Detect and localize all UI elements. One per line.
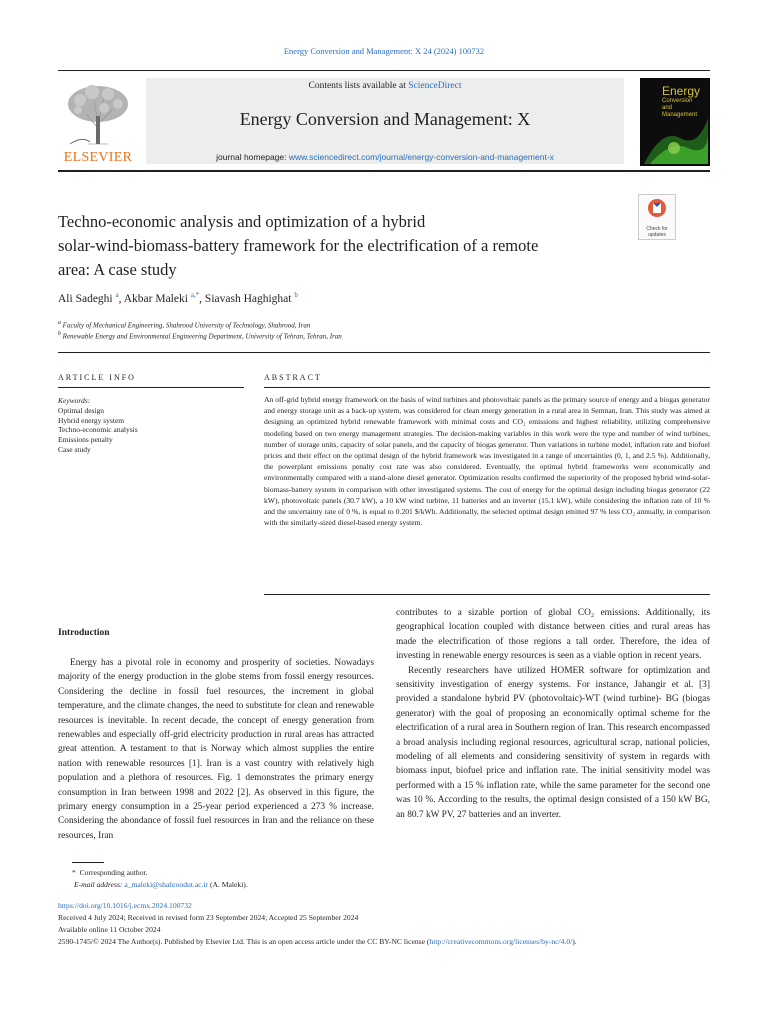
intro-right-column: [396, 606, 710, 822]
cover-line-management: Management: [662, 112, 698, 118]
doi-link[interactable]: https://doi.org/10.1016/j.ecmx.2024.100732: [58, 901, 192, 910]
author-affil-mark[interactable]: a,*: [190, 291, 200, 299]
intro-left-column: [58, 656, 374, 843]
journal-homepage: [146, 152, 624, 162]
abstract-heading: ABSTRACT: [264, 373, 322, 382]
license-line: [58, 936, 710, 947]
keywords-list: [58, 396, 138, 455]
doi-line: [58, 900, 710, 911]
abstract-text: An off-grid hybrid energy framework on the basis of wind turbines and photovoltaic panels as the primary source of energy and a biogas generator and energy storage unit as a back-up system, was considered for clean energy generation in a rural area in Semnan, Iran. This study was aimed at designing an optimized hybrid renewable framework with minimal costs and CO₂ emissions and highest reliability, utilizing comprehensive modeling based on two energy management strategies. The decision-making variables in this work were the type and number of wind turbines, number of storage units, capacity of solar panels, and the capacity of biogas generator. Then variations in turbine model, inflation rate and biofuel prices and their effect on the optimal design of the hybrid framework was investigated in a range of uncertainties (0, 1, and 2.5 %). Additionally, the powerplant emissions penalty cost rate was also considered. Eventually, the optimal hybrid frameworks were economically and environmentally compared with a stand-alone diesel generator. Optimization results confirmed the superiority of the proposed hybrid wind-solar-biomass-battery system in comparison with other investigated systems. The cost of energy for the optimal design including biogas generator (22 kW), photovoltaic panels (30.7 kW), a 10 kW wind turbine, 11 batteries and an inverter (15.1 kW), while considering the inflation rate of 10 % and the uncertainty rate of 0 %, is equal to 0.201 $/kWh. Additionally, the selected optimal design emitted 97 % less CO₂ annually, in comparison with the similarly-sized diesel-based energy system.: [264, 395, 710, 528]
check-updates-icon: [639, 195, 675, 221]
cover-title: Energy: [662, 84, 701, 98]
journal-cover-image: [640, 78, 710, 166]
email-suffix: (A. Maleki).: [208, 880, 248, 889]
check-for-updates-badge[interactable]: [638, 194, 676, 240]
affiliation-text: Renewable Energy and Environmental Engineering Department, University of Tehran, Tehran, Iran: [62, 332, 342, 341]
keywords-label: Keywords:: [58, 396, 91, 405]
check-updates-text: [639, 226, 675, 238]
contents-prefix: Contents lists available at: [308, 81, 409, 91]
check-updates-line: updates: [648, 232, 666, 238]
affiliation-mark: b: [58, 331, 61, 337]
author-name[interactable]: Akbar Maleki: [123, 292, 188, 305]
keyword: Hybrid energy system: [58, 415, 125, 425]
intro-paragraph: Energy has a pivotal role in economy and prosperity of societies. Nowadays majority of the energy production in the globe stems from fossil energy resources. Considering the decline in fossil fuel resources, the increment in global temperature, and the climate changes, the need to substitute for clean and renewable resources is inevitable. In recent decade, the concept of energy generation from renewables and especially off-grid electricity production in rural areas has attracted great attention. A testament to that is Norway which almost supplies the entire nation with renewable resources [1]. Iran is a vast country with relatively high population and a plethora of resources. Fig. 1 demonstrates the primary energy consumption in Iran between 1998 and 2022 [2]. As observed in this figure, the primary energy consumption in a 25-year period experienced a 273 % increase. Considering the abondance of fossil fuel resources in Iran and the reliance on these resources, Iran: [58, 658, 374, 841]
received-line: Received 4 July 2024; Received in revised form 23 September 2024; Accepted 25 September 2024: [58, 913, 359, 922]
sciencedirect-link[interactable]: ScienceDirect: [408, 81, 462, 91]
affiliation: [58, 331, 342, 340]
title-line: Techno-economic analysis and optimization of a hybrid: [58, 212, 426, 231]
running-header[interactable]: Energy Conversion and Management: X 24 (2024) 100732: [283, 46, 485, 56]
title-line: solar-wind-biomass-battery framework for the electrification of a remote: [58, 236, 539, 255]
contents-line: [146, 81, 624, 91]
affiliation-text: Faculty of Mechanical Engineering, Shahrood University of Technology, Shahrood, Iran: [62, 321, 311, 330]
author-affil-mark[interactable]: b: [294, 291, 298, 299]
introduction-heading: Introduction: [58, 628, 110, 638]
intro-paragraph: contributes to a sizable portion of global CO₂ emissions. Additionally, its geographical location coupled with distance between cities and rural areas has made the electrification of those regions a tall order. Therefore, the idea of investing in renewable energy resources is seen as a viable option in recent years.: [396, 608, 710, 662]
footnote-rule: [72, 862, 104, 863]
email-note: [74, 880, 248, 889]
email-label: E-mail address:: [74, 880, 125, 889]
title-line: area: A case study: [58, 260, 177, 279]
keyword: Emissions penalty: [58, 435, 113, 445]
author-affil-mark[interactable]: a: [115, 291, 119, 299]
license-suffix: ).: [572, 937, 577, 946]
author-name[interactable]: Ali Sadeghi: [58, 292, 113, 305]
author-name[interactable]: Siavash Haghighat: [204, 292, 292, 305]
abstract-bottom-rule: [264, 594, 710, 595]
journal-title: Energy Conversion and Management: X: [239, 109, 531, 129]
header-top-rule: [58, 70, 710, 71]
abstract-rule: [264, 387, 710, 388]
intro-paragraph: Recently researchers have utilized HOMER software for optimization and sensitivity investigation of energy systems. For instance, Jahangir et al. [3] provided a standalone hybrid PV (photovoltaic)-WT (wind turbine)- BG (biogas generator) with the goal of proposing an economically optimal scheme for the electrification of a rural area in Southern region of Iran. This research encompassed a broad analysis including regional resources, agricultural scrap, national policies, modeling of all elements and considering sensitivity of system in regards with biomass input, biofuel price and inflation rate. The initial sensitivity model was performed with a 15 % inflation rate, while the same parameter for the second one was 10 %. According to the results, the optimal design consisted of a 150 kW BG, an 80.7 kW PV, 27 batteries and an inverter.: [396, 665, 710, 820]
article-title: [58, 210, 628, 282]
license-link[interactable]: http://creativecommons.org/licenses/by-nc/4.0/: [429, 937, 573, 946]
homepage-label: journal homepage:: [216, 152, 289, 162]
corresponding-label: Corresponding author.: [79, 868, 148, 877]
email-link[interactable]: a_maleki@shahroodut.ac.ir: [124, 880, 209, 889]
homepage-link[interactable]: www.sciencedirect.com/journal/energy-conversion-and-management-x: [288, 152, 554, 162]
keyword: Techno-economic analysis: [58, 425, 138, 435]
corresponding-author-note: [72, 868, 148, 877]
header-bottom-rule: [58, 170, 710, 172]
article-info-heading: ARTICLE INFO: [58, 373, 136, 382]
author-list: Ali Sadeghi $^a$, Akbar Maleki $^{a,*}$, Siavash Haghighat $^b$: [58, 291, 298, 305]
affiliation-rule: [58, 352, 710, 353]
article-info-rule: [58, 387, 244, 388]
cover-line-and: and: [662, 105, 673, 111]
license-prefix: 2590-1745/© 2024 The Author(s). Published by Elsevier Ltd. This is an open access article under the CC BY-NC license (: [58, 937, 430, 946]
cover-subtitle: [662, 98, 697, 119]
elsevier-wordmark: ELSEVIER: [63, 150, 133, 165]
check-updates-line: Check for: [646, 226, 668, 232]
keyword: Case study: [58, 444, 91, 454]
cover-line-conversion: Conversion: [662, 98, 693, 104]
affiliation-mark: a: [58, 320, 61, 326]
footnote-marker: *: [72, 868, 76, 877]
available-line: Available online 11 October 2024: [58, 925, 161, 934]
keyword: Optimal design: [58, 405, 105, 415]
affiliation: [58, 320, 310, 329]
